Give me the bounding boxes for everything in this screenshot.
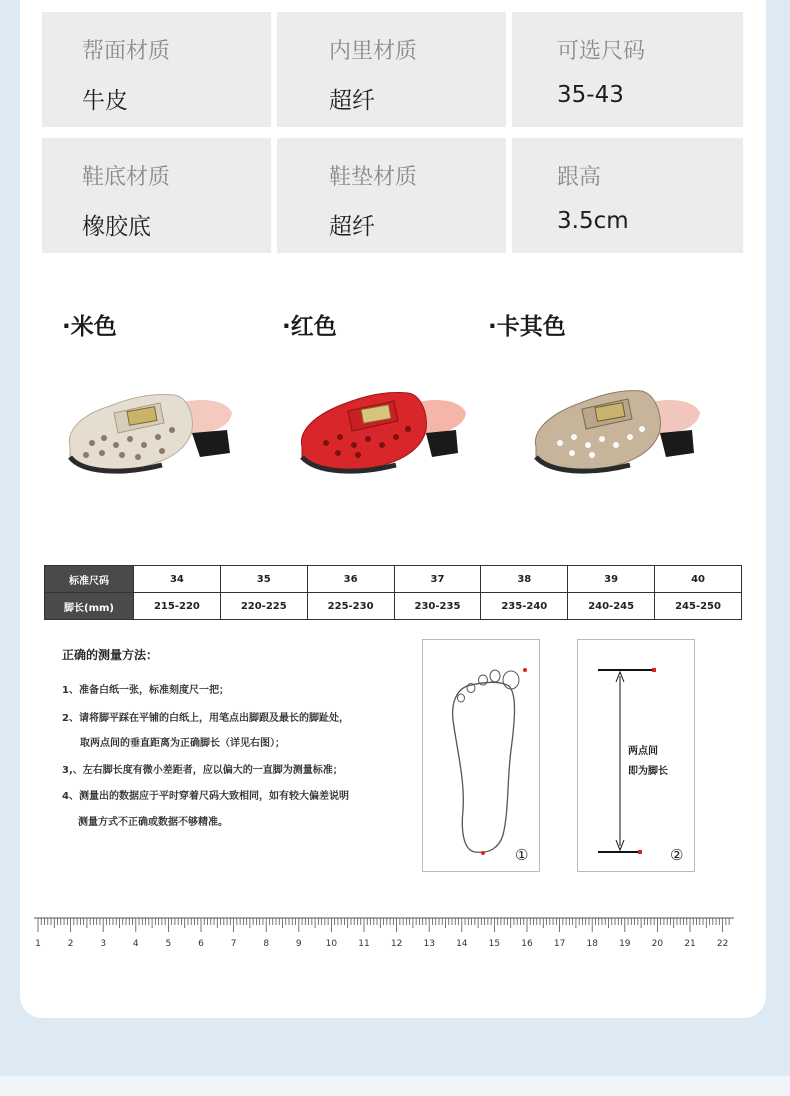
- size-cell: 40: [655, 566, 742, 593]
- fig2-text: 两点间: [628, 746, 658, 757]
- ruler-label: 11: [358, 939, 370, 949]
- ruler-label: 4: [132, 939, 139, 949]
- ruler: [34, 912, 734, 952]
- spec-value: 牛皮: [82, 88, 128, 114]
- spec-value: 橡胶底: [82, 214, 151, 240]
- spec-insole-material: [277, 138, 506, 253]
- figure-number: ②: [670, 846, 684, 864]
- color-label-beige: ·米色: [62, 314, 117, 340]
- length-figure: [577, 639, 695, 872]
- ruler-label: 10: [325, 939, 338, 949]
- ruler-label: 16: [521, 939, 533, 949]
- foot-figure: [422, 639, 540, 872]
- spec-label: 跟高: [557, 165, 602, 190]
- ruler-label: 22: [716, 939, 729, 949]
- spec-label: 鞋底材质: [82, 165, 171, 190]
- size-cell: 36: [307, 566, 394, 593]
- length-cell: 220-225: [220, 593, 307, 620]
- measure-line: 取两点间的垂直距离为正确脚长（详见右图）；: [80, 738, 285, 749]
- spec-label: 可选尺码: [557, 39, 646, 64]
- ruler-label: 18: [586, 939, 598, 949]
- size-cell: 35: [220, 566, 307, 593]
- ruler-label: 9: [295, 939, 302, 949]
- spec-available-sizes: [512, 12, 743, 127]
- ruler-label: 1: [35, 939, 41, 949]
- fig2-text: 即为脚长: [628, 766, 668, 777]
- shoe-image-beige: [62, 375, 242, 485]
- measure-line: 测量方式不正确或数据不够精准。: [78, 817, 228, 828]
- spec-label: 鞋垫材质: [329, 165, 418, 190]
- ruler-label: 21: [684, 939, 696, 949]
- ruler-label: 13: [423, 939, 435, 949]
- size-row: [45, 566, 742, 593]
- size-cell: 34: [134, 566, 221, 593]
- ruler-label: 15: [488, 939, 501, 949]
- spec-sole-material: [42, 138, 271, 253]
- shoe-image-red: [296, 375, 476, 485]
- ruler-label: 6: [198, 939, 204, 949]
- ruler-label: 5: [165, 939, 172, 949]
- length-cell: 245-250: [655, 593, 742, 620]
- size-cell: 38: [481, 566, 568, 593]
- ruler-label: 2: [67, 939, 74, 949]
- ruler-label: 14: [456, 939, 468, 949]
- ruler-label: 17: [553, 939, 566, 949]
- foot-outline-icon: [423, 640, 539, 871]
- spec-lining-material: [277, 12, 506, 127]
- shoe-image-khaki: [530, 375, 710, 485]
- measure-line: 2、请将脚平踩在平铺的白纸上，用笔点出脚跟及最长的脚趾处，: [62, 713, 349, 724]
- ruler-label: 19: [619, 939, 631, 949]
- ruler-label: 3: [100, 939, 107, 949]
- spec-value: 超纤: [329, 88, 375, 114]
- size-cell: 37: [394, 566, 481, 593]
- measure-line: 4、测量出的数据应于平时穿着尺码大致相同，如有较大偏差说明: [62, 791, 349, 802]
- ruler-label: 7: [230, 939, 237, 949]
- figure-number: ①: [515, 846, 529, 864]
- spec-value: 35-43: [557, 82, 624, 108]
- length-row-header: 脚长(mm): [45, 593, 134, 620]
- measure-line: 1、准备白纸一张，标准刻度尺一把；: [62, 685, 229, 696]
- ruler-label: 8: [263, 939, 270, 949]
- spec-heel-height: [512, 138, 743, 253]
- ruler-label: 12: [390, 939, 403, 949]
- size-table: [44, 565, 742, 620]
- bottom-band: [0, 1076, 790, 1096]
- length-cell: 230-235: [394, 593, 481, 620]
- spec-value: 超纤: [329, 214, 375, 240]
- ruler-label: 20: [651, 939, 664, 949]
- length-row: [45, 593, 742, 620]
- spec-upper-material: [42, 12, 271, 127]
- size-cell: 39: [568, 566, 655, 593]
- spec-value: 3.5cm: [557, 208, 629, 234]
- length-cell: 240-245: [568, 593, 655, 620]
- length-cell: 235-240: [481, 593, 568, 620]
- spec-label: 帮面材质: [82, 39, 171, 64]
- color-label-red: ·红色: [282, 314, 337, 340]
- spec-label: 内里材质: [329, 39, 418, 64]
- measure-line: 3,、左右脚长度有微小差距者，应以偏大的一直脚为测量标准；: [62, 765, 343, 776]
- length-cell: 215-220: [134, 593, 221, 620]
- color-label-khaki: ·卡其色: [488, 314, 566, 340]
- measure-title: 正确的测量方法：: [62, 648, 159, 662]
- size-row-header: 标准尺码: [45, 566, 134, 593]
- length-cell: 225-230: [307, 593, 394, 620]
